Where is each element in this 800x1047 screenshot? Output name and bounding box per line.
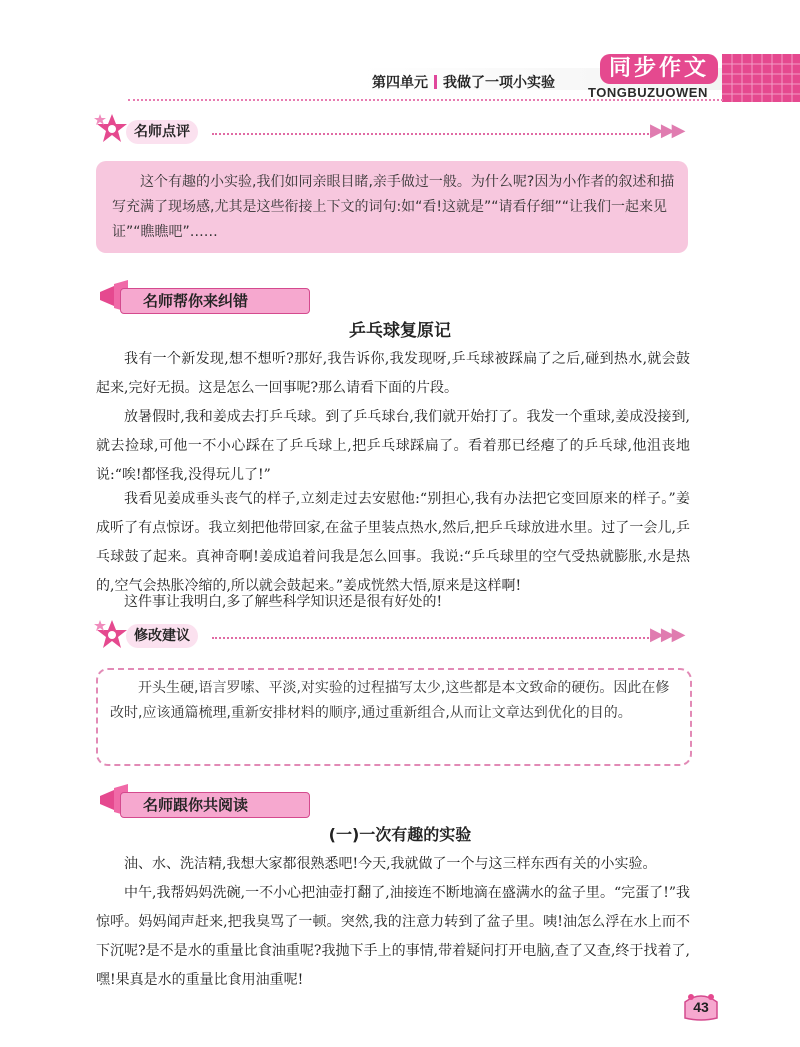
essay1-paragraph: 我看见姜成垂头丧气的样子,立刻走过去安慰他:“别担心,我有办法把它变回原来的样子。”姜成听了有点惊讶。我立刻把他带回家,在盆子里装点热水,然后,把乒乓球放进水里。过了一会儿,乒乓球鼓了起来。真神奇啊!姜成追着问我是怎么回事。我说:“乒乓球里的空气受热就膨胀,水是热的,空气会热胀冷缩的,所以就会鼓起来。”姜成恍然大悟,原来是这样啊! <box>96 491 690 594</box>
essay1-paragraph: 放暑假时,我和姜成去打乒乓球。到了乒乓球台,我们就开始打了。我发一个重球,姜成没接到,就去捡球,可他一不小心踩在了乒乓球上,把乒乓球踩扁了。看着那已经瘪了的乒乓球,他沮丧地说:“唉!都怪我,没得玩儿了!” <box>96 409 690 483</box>
logo-chinese: 同步作文 <box>600 54 718 84</box>
essay1-paragraph: 这件事让我明白,多了解些科学知识还是很有好处的! <box>124 594 443 610</box>
section1-dotted-line <box>212 133 652 135</box>
section-label-comment: 名师点评 <box>126 120 198 144</box>
header-unit <box>372 72 555 92</box>
header-grid-pattern <box>722 54 800 102</box>
section-label-suggestion: 修改建议 <box>126 624 198 648</box>
page-number: 43 <box>693 999 709 1015</box>
stars-icon <box>94 618 130 652</box>
essay1-paragraph: 我有一个新发现,想不想听?那好,我告诉你,我发现呀,乒乓球被踩扁了之后,碰到热水,就会鼓起来,完好无损。这是怎么一回事呢?那么请看下面的片段。 <box>96 351 690 396</box>
suggestion-text: 开头生硬,语言罗嗦、平淡,对实验的过程描写太少,这些都是本文致命的硬伤。因此在修改时,应该通篇梳理,重新安排材料的顺序,通过重新组合,从而让文章达到优化的目的。 <box>110 680 670 721</box>
comment-text: 这个有趣的小实验,我们如同亲眼目睹,亲手做过一般。为什么呢?因为小作者的叙述和描写充满了现场感,尤其是这些衔接上下文的词句:如“看!这就是”“请看仔细”“让我们一起来见证”“瞧瞧吧”…… <box>112 174 675 240</box>
banner-read: 名师跟你共阅读 <box>120 792 310 818</box>
unit-label: 第四单元 <box>372 75 428 91</box>
essay2-paragraph: 油、水、洗洁精,我想大家都很熟悉吧!今天,我就做了一个与这三样东西有关的小实验。 <box>124 856 657 872</box>
arrows-icon: ▶▶▶ <box>650 120 683 141</box>
stars-icon <box>94 112 130 146</box>
essay2-paragraph: 中午,我帮妈妈洗碗,一不小心把油壶打翻了,油接连不断地滴在盛满水的盆子里。“完蛋了!”我惊呼。妈妈闻声赶来,把我臭骂了一顿。突然,我的注意力转到了盆子里。咦!油怎么浮在水上而不下沉呢?是不是水的重量比食油重呢?我抛下手上的事情,带着疑问打开电脑,查了又查,终于找着了,嘿!果真是水的重量比食用油重呢! <box>96 885 690 988</box>
essay-title-experiment: (一)一次有趣的实验 <box>328 825 472 844</box>
banner-correct: 名师帮你来纠错 <box>120 288 310 314</box>
unit-topic: 我做了一项小实验 <box>443 75 555 91</box>
header-separator <box>434 75 437 89</box>
section3-dotted-line <box>212 637 652 639</box>
arrows-icon: ▶▶▶ <box>650 624 683 645</box>
header-dotted-line <box>128 99 723 101</box>
logo-english: TONGBUZUOWEN <box>588 85 708 100</box>
essay-title-pingpong: 乒乓球复原记 <box>349 321 451 341</box>
